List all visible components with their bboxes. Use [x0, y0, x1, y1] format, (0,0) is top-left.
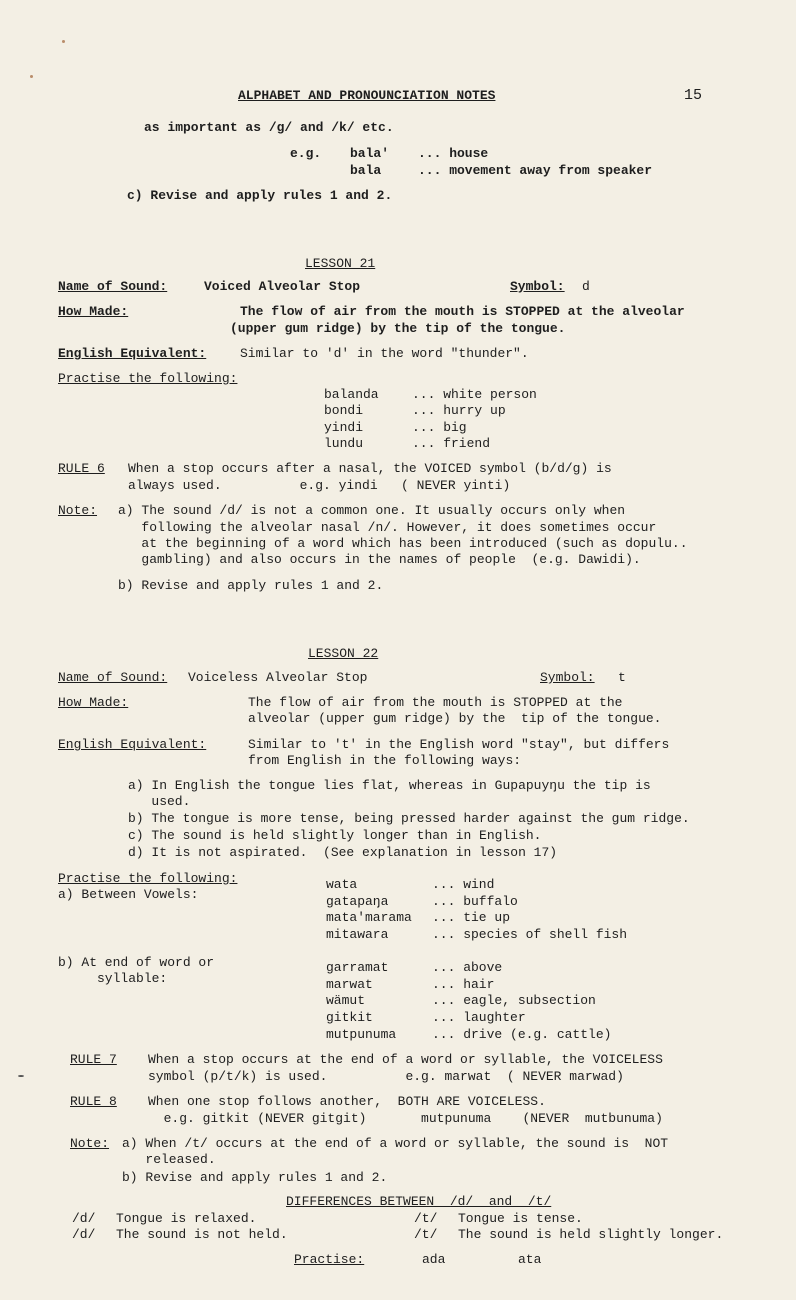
lesson21-note-line: a) The sound /d/ is not a common one. It usually occurs only when [118, 503, 626, 518]
word: gatapaŋa [326, 894, 389, 909]
lesson22-how-line: The flow of air from the mouth is STOPPED at the [248, 695, 623, 710]
word: yindi [324, 420, 364, 435]
lesson21-eng-value: Similar to 'd' in the word "thunder". [240, 346, 529, 361]
lesson21-how-line: The flow of air from the mouth is STOPPED at the alveolar [240, 304, 685, 319]
meaning: ... friend [412, 436, 491, 451]
way-line: c) The sound is held slightly longer than in English. [128, 828, 542, 843]
top-line: as important as /g/ and /k/ etc. [144, 120, 394, 135]
differences-title: DIFFERENCES BETWEEN /d/ and /t/ [286, 1194, 552, 1209]
lesson22-name-label: Name of Sound: [58, 670, 168, 685]
word: wämut [326, 993, 366, 1008]
way-line: used. [128, 794, 191, 809]
diff-left-symbol: /d/ [72, 1211, 96, 1226]
lesson21-symbol-label: Symbol: [510, 279, 565, 294]
lesson22-title: LESSON 22 [308, 646, 379, 661]
meaning: ... laughter [432, 1010, 526, 1025]
lesson22-how-line: alveolar (upper gum ridge) by the tip of the tongue. [248, 711, 662, 726]
lesson21-note-line: b) Revise and apply rules 1 and 2. [118, 578, 384, 593]
lesson22-note-line: b) Revise and apply rules 1 and 2. [122, 1170, 388, 1185]
meaning: ... wind [432, 877, 495, 892]
diff-right-text: The sound is held slightly longer. [458, 1227, 724, 1242]
diff-right-text: Tongue is tense. [458, 1211, 583, 1226]
practise-word: ata [518, 1252, 542, 1267]
example-eg: e.g. [290, 146, 322, 161]
word: wata [326, 877, 358, 892]
meaning: ... above [432, 960, 503, 975]
lesson21-title: LESSON 21 [305, 256, 376, 271]
meaning: ... tie up [432, 910, 511, 925]
lesson22-symbol-label: Symbol: [540, 670, 595, 685]
lesson21-name-label: Name of Sound: [58, 279, 168, 294]
lesson22-eng-line: Similar to 't' in the English word "stay", but differs [248, 737, 670, 752]
lesson22-how-label: How Made: [58, 695, 129, 710]
practise-label: Practise: [294, 1252, 365, 1267]
meaning: ... species of shell fish [432, 927, 628, 942]
diff-left-text: The sound is not held. [116, 1227, 288, 1242]
diff-right-symbol: /t/ [414, 1211, 438, 1226]
rule6-line: always used. e.g. yindi ( NEVER yinti) [128, 478, 511, 493]
example-word: bala [350, 163, 382, 178]
page-number: 15 [684, 87, 703, 104]
diff-left-text: Tongue is relaxed. [116, 1211, 257, 1226]
example-word: bala' [350, 146, 390, 161]
rule8-line: When one stop follows another, BOTH ARE VOICELESS. [148, 1094, 546, 1109]
lesson22-note-label: Note: [70, 1136, 110, 1151]
practise-word: ada [422, 1252, 446, 1267]
lesson21-how-label: How Made: [58, 304, 129, 319]
rule7-line: When a stop occurs at the end of a word or syllable, the VOICELESS [148, 1052, 663, 1067]
lesson22-eng-label: English Equivalent: [58, 737, 207, 752]
lesson22-note-line: released. [122, 1152, 216, 1167]
diff-left-symbol: /d/ [72, 1227, 96, 1242]
way-line: a) In English the tongue lies flat, whereas in Gupapuyŋu the tip is [128, 778, 651, 793]
lesson21-eng-label: English Equivalent: [58, 346, 207, 361]
way-line: b) The tongue is more tense, being pressed harder against the gum ridge. [128, 811, 690, 826]
stain-mark [30, 75, 33, 78]
word: marwat [326, 977, 373, 992]
way-line: d) It is not aspirated. (See explanation in lesson 17) [128, 845, 558, 860]
revise-line: c) Revise and apply rules 1 and 2. [127, 188, 393, 203]
meaning: ... hurry up [412, 403, 506, 418]
lesson22-name-value: Voiceless Alveolar Stop [188, 670, 368, 685]
lesson21-name-value: Voiced Alveolar Stop [204, 279, 361, 294]
word: gitkit [326, 1010, 373, 1025]
lesson22-practise-label: Practise the following: [58, 871, 238, 886]
word: garramat [326, 960, 389, 975]
stain-mark [18, 1075, 24, 1077]
stain-mark [62, 40, 65, 43]
lesson21-note-line: following the alveolar nasal /n/. However, it does sometimes occur [118, 520, 657, 535]
word: bondi [324, 403, 364, 418]
rule6-line: When a stop occurs after a nasal, the VOICED symbol (b/d/g) is [128, 461, 612, 476]
meaning: ... eagle, subsection [432, 993, 596, 1008]
page-header-title: ALPHABET AND PRONOUNCIATION NOTES [238, 88, 496, 103]
rule8-label: RULE 8 [70, 1094, 117, 1109]
example-meaning: ... movement away from speaker [418, 163, 653, 178]
meaning: ... white person [412, 387, 537, 402]
meaning: ... drive (e.g. cattle) [432, 1027, 612, 1042]
lesson22-eng-line: from English in the following ways: [248, 753, 522, 768]
word: balanda [324, 387, 379, 402]
meaning: ... buffalo [432, 894, 518, 909]
lesson21-note-line: at the beginning of a word which has been introduced (such as dopulu.. [118, 536, 688, 551]
meaning: ... big [412, 420, 467, 435]
meaning: ... hair [432, 977, 495, 992]
rule7-label: RULE 7 [70, 1052, 117, 1067]
word: lundu [324, 436, 364, 451]
example-meaning: ... house [418, 146, 489, 161]
lesson21-how-line: (upper gum ridge) by the tip of the tongue. [230, 321, 566, 336]
word: mutpunuma [326, 1027, 397, 1042]
lesson21-symbol-value: d [582, 279, 590, 294]
rule6-label: RULE 6 [58, 461, 105, 476]
lesson21-practise-label: Practise the following: [58, 371, 238, 386]
end-of-word-label: syllable: [58, 971, 168, 986]
lesson22-symbol-value: t [618, 670, 626, 685]
rule8-line: e.g. gitkit (NEVER gitgit) mutpunuma (NEVER mutbunuma) [148, 1111, 663, 1126]
lesson21-note-label: Note: [58, 503, 98, 518]
lesson22-note-line: a) When /t/ occurs at the end of a word or syllable, the sound is NOT [122, 1136, 669, 1151]
end-of-word-label: b) At end of word or [58, 955, 215, 970]
diff-right-symbol: /t/ [414, 1227, 438, 1242]
word: mitawara [326, 927, 389, 942]
between-vowels-label: a) Between Vowels: [58, 887, 199, 902]
rule7-line: symbol (p/t/k) is used. e.g. marwat ( NEVER marwad) [148, 1069, 624, 1084]
word: mata'marama [326, 910, 412, 925]
lesson21-note-line: gambling) and also occurs in the names of people (e.g. Dawidi). [118, 552, 641, 567]
